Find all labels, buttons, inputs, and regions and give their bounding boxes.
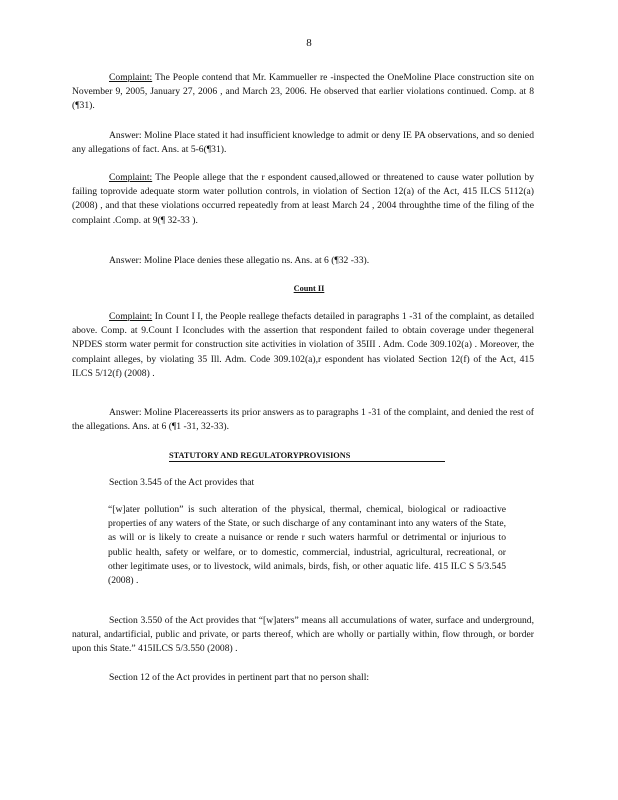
complaint-paragraph-2 [72, 171, 534, 228]
count-heading: Count II [293, 284, 325, 293]
paragraph-text: Answer: Moline Place stated it had insufficient knowledge to admit or deny IE PA observations, and so denied any allegations of fact. Ans. at 5-6(¶31). [72, 130, 534, 156]
section-12-paragraph: Section 12 of the Act provides in pertinent part that no person shall: [109, 672, 370, 683]
section-3550-paragraph: Section 3.550 of the Act provides that “[w]aters” means all accumulations of water, surface and underground, natural, andartificial, public and private, or parts thereof, which are wholly or partially within, flow through, or border upon this State.” 415ILCS 5/3.550 (2008) . [72, 615, 534, 655]
paragraph-text: In Count I I, the People reallege thefacts detailed in paragraphs 1 -31 of the complaint, as detailed above. Comp. at 9.Count I Iconcludes with the assertion that respondent failed to obtain coverage under thegeneral NPDES storm water permit for construction site activities in violation of 35III . Adm. Code 309.102(a) . Moreover, the complaint alleges, by violating 35 Ill. Adm. Code 309.102(a),r espondent has violated Section 12(f) of the Act, 415 ILCS 5/12(f) (2008) . [72, 311, 534, 379]
section-3545-intro: Section 3.545 of the Act provides that [109, 477, 255, 488]
complaint-label: Complaint: [109, 172, 153, 183]
answer-paragraph-2 [72, 254, 534, 268]
answer-paragraph-1 [72, 129, 534, 157]
page-number: 8 [306, 37, 312, 49]
complaint-paragraph-1 [72, 71, 534, 114]
paragraph-text: Answer: Moline Place denies these allegatio ns. Ans. at 6 (¶32 -33). [109, 255, 370, 266]
complaint-label: Complaint: [109, 72, 153, 83]
answer-paragraph-3 [72, 406, 534, 434]
water-pollution-quote: “[w]ater pollution” is such alteration of the physical, thermal, chemical, biological or radioactive properties of any waters of the State, or such discharge of any contaminant into any waters of the State, as will or is likely to create a nuisance or rende r such waters harmful or detrimental or injurious to public health, safety or welfare, or to domestic, commercial, industrial, agricultural, recreational, or other legitimate uses, or to livestock, wild animals, birds, fish, or other aquatic life. 415 ILC S 5/3.545 (2008) . [108, 504, 506, 587]
paragraph-text: The People contend that Mr. Kammueller re -inspected the OneMoline Place construction site on November 9, 2005, January 27, 2006 , and March 23, 2006. He observed that earlier violations continued. Comp. at 8 (¶31). [72, 72, 534, 112]
complaint-label: Complaint: [109, 311, 153, 322]
statutory-heading: STATUTORY AND REGULATORYPROVISIONS [169, 451, 445, 462]
paragraph-text: Answer: Moline Placereasserts its prior answers as to paragraphs 1 -31 of the complaint, and denied the rest of the allegations. Ans. at 6 (¶1 -31, 32-33). [72, 407, 534, 433]
paragraph-text: The People allege that the r espondent caused,allowed or threatened to cause water pollution by failing toprovide adequate storm water pollution controls, in violation of Section 12(a) of the Act, 415 ILCS 5112(a) (2008) , and that these violations occurred repeatedly from at least March 24 , 2004 throughthe time of the filing of the complaint .Comp. at 9(¶ 32-33 ). [72, 172, 534, 226]
complaint-paragraph-3 [72, 310, 534, 381]
